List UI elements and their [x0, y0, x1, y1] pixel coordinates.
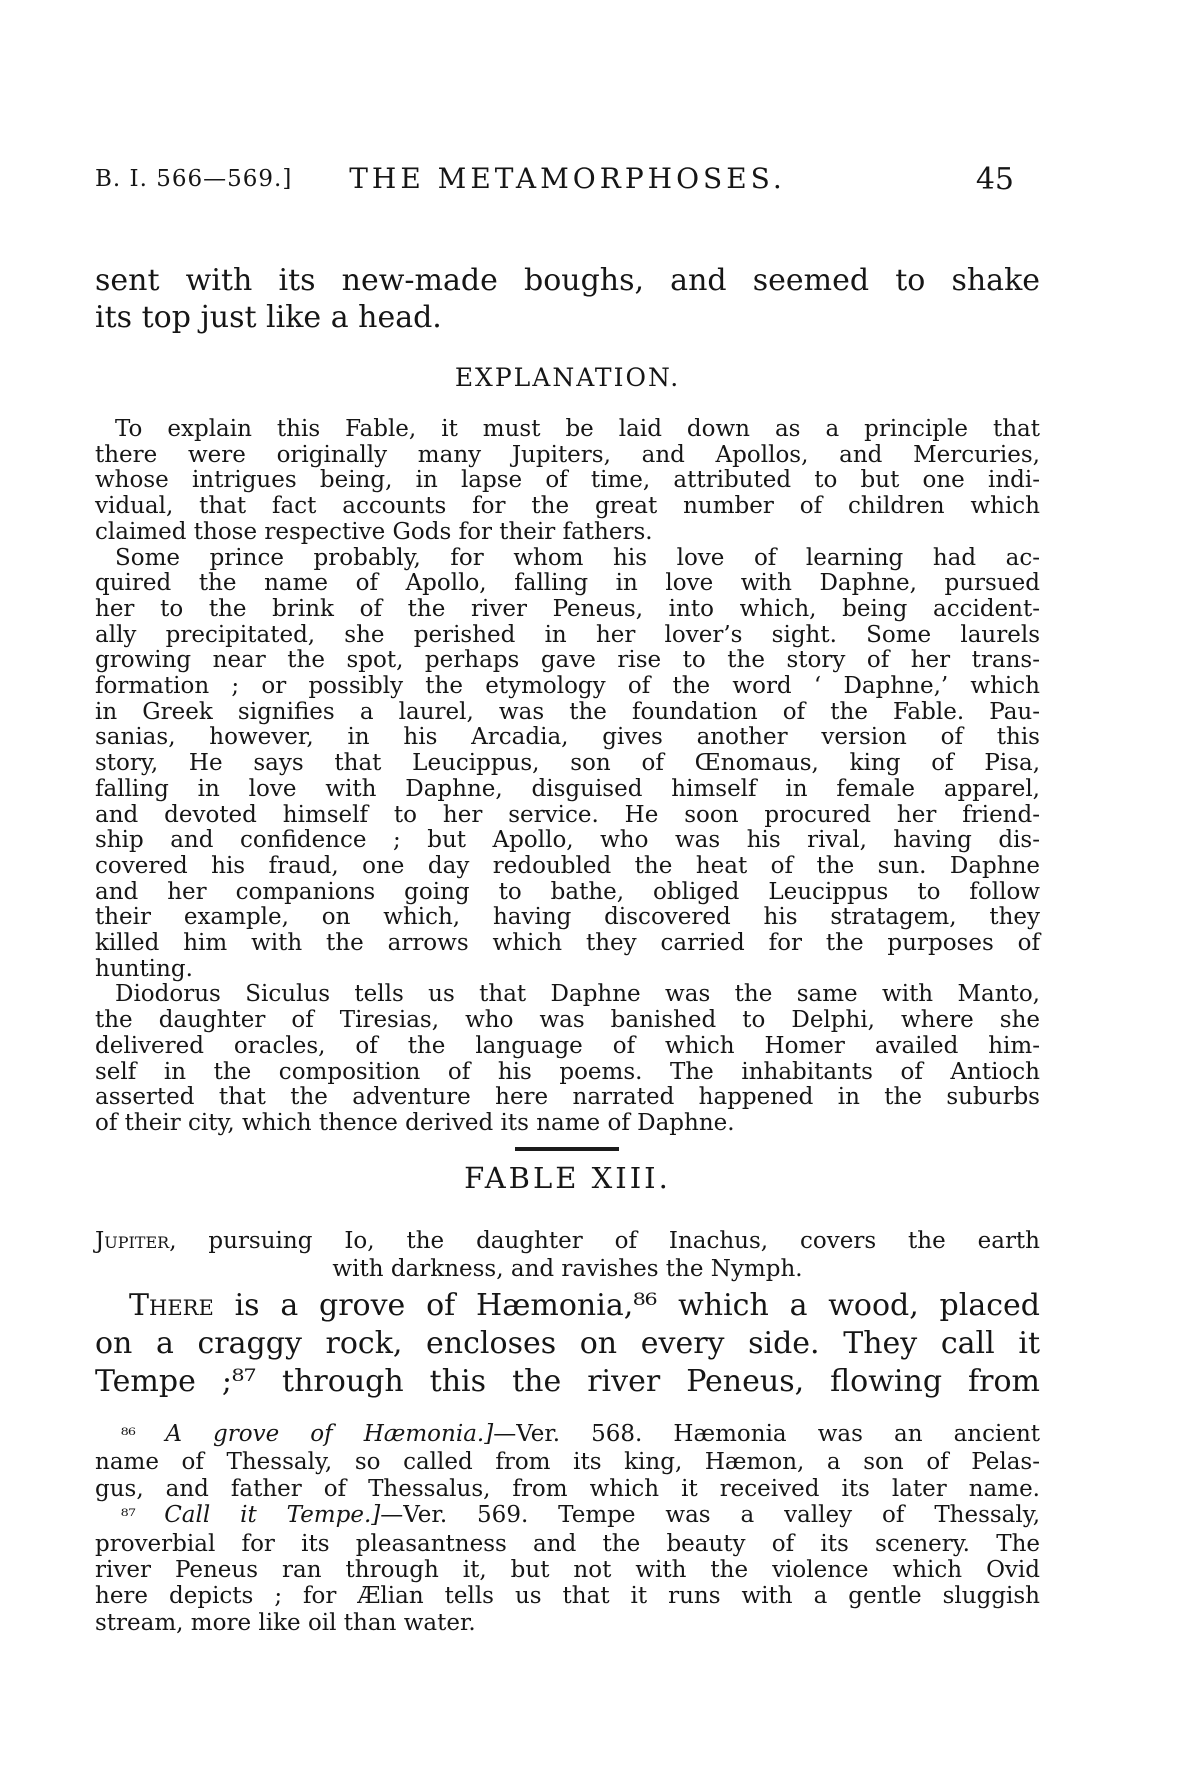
- section-divider-rule: [515, 1147, 619, 1151]
- fable-argument-line: with darkness, and ravishes the Nymph.: [332, 1256, 803, 1282]
- footnote-marker: ⁸⁶: [121, 1425, 136, 1446]
- text-line: formation ; or possibly the etymology of the word ‘ Daphne,’ which: [95, 673, 1040, 700]
- fable-argument-line: [95, 1227, 1040, 1255]
- explanation-paragraph: [95, 982, 1040, 1136]
- text-line: killed him with the arrows which they carried for the purposes of: [95, 930, 1040, 957]
- argument-line-rest: pursuing Io, the daughter of Inachus, covers the earth: [176, 1228, 1040, 1254]
- text-line: the daughter of Tiresias, who was banished to Delphi, where she: [95, 1007, 1040, 1034]
- explanation-heading: EXPLANATION.: [454, 363, 681, 392]
- text-line: its top just like a head.: [95, 300, 442, 335]
- text-line: ally precipitated, she perished in her lover’s sight. Some laurels: [95, 621, 1040, 648]
- text-line: story, He says that Leucippus, son of Œnomaus, king of Pisa,: [95, 750, 1040, 777]
- text-line: Some prince probably, for whom his love of learning had ac-: [115, 544, 1040, 571]
- footnote-marker: ⁸⁷: [121, 1506, 136, 1528]
- text-line: whose intrigues being, in lapse of time, attributed to but one indi-: [95, 467, 1040, 494]
- footnote-87: [95, 1502, 1040, 1636]
- text-line: falling in love with Daphne, disguised himself in female apparel,: [95, 775, 1040, 802]
- text-line: of their city, which thence derived its name of Daphne.: [95, 1109, 735, 1136]
- text-line: name of Thessaly, so called from its king, Hæmon, a son of Pelas-: [95, 1449, 1040, 1476]
- text-line: sanias, however, in his Arcadia, gives another version of this: [95, 724, 1040, 751]
- fable-argument: [95, 1227, 1040, 1283]
- text-line: delivered oracles, of the language of which Homer availed him-: [95, 1032, 1040, 1059]
- text-line: hunting.: [95, 955, 193, 982]
- text-line: To explain this Fable, it must be laid down as a principle that: [115, 416, 1040, 442]
- text-line: proverbial for its pleasantness and the beauty of its scenery. The: [95, 1530, 1040, 1557]
- running-head: [95, 160, 1040, 202]
- explanation-paragraph: [95, 417, 1040, 546]
- footnote-lemma: A grove of Hæmonia.]: [165, 1421, 494, 1447]
- text-line: Tempe ;⁸⁷ through this the river Peneus, flowing from: [95, 1364, 1040, 1399]
- text-line: and her companions going to bathe, obliged Leucippus to follow: [95, 878, 1040, 905]
- footnote-first-line: [95, 1502, 1040, 1530]
- text-line: gus, and father of Thessalus, from which it received its later name.: [95, 1475, 1040, 1502]
- text-line: there were originally many Jupiters, and Apollos, and Mercuries,: [95, 441, 1040, 468]
- text-line: her to the brink of the river Peneus, into which, being accident-: [95, 595, 1040, 622]
- book-line-reference: B. I. 566—569.]: [95, 166, 293, 192]
- text-line: in Greek signifies a laurel, was the foundation of the Fable. Pau-: [95, 698, 1040, 725]
- text-line: asserted that the adventure here narrated happened in the suburbs: [95, 1084, 1040, 1111]
- explanation-paragraph: [95, 546, 1040, 983]
- text-line: growing near the spot, perhaps gave rise to the story of her trans-: [95, 647, 1040, 674]
- text-line: covered his fraud, one day redoubled the heat of the sun. Daphne: [95, 852, 1040, 879]
- fable-opening-continuation: [95, 1325, 1040, 1401]
- running-title: THE METAMORPHOSES.: [349, 162, 786, 195]
- text-line: quired the name of Apollo, falling in love with Daphne, pursued: [95, 570, 1040, 597]
- footnote-86: [95, 1421, 1040, 1502]
- text-line: river Peneus ran through it, but not with the violence which Ovid: [95, 1557, 1040, 1584]
- footnote-first-line: [95, 1421, 1040, 1449]
- text-line: sent with its new-made boughs, and seemed to shake: [95, 263, 1040, 298]
- argument-lead-word: Jupiter,: [95, 1228, 177, 1254]
- text-line: claimed those respective Gods for their fathers.: [95, 518, 653, 545]
- text-line: their example, on which, having discovered his stratagem, they: [95, 904, 1040, 931]
- footnote-text: —Ver. 569. Tempe was a valley of Thessaly,: [380, 1502, 1041, 1529]
- footnote-continuation: [95, 1531, 1040, 1637]
- opening-line-rest: is a grove of Hæmonia,⁸⁶ which a wood, placed: [213, 1288, 1040, 1323]
- page-number: 45: [975, 162, 1014, 197]
- footnote-continuation: [95, 1449, 1040, 1502]
- explanation-body: [95, 417, 1040, 1137]
- fable-opening-line: [95, 1287, 1040, 1325]
- opening-lead-word: There: [129, 1288, 214, 1323]
- text-line: ship and confidence ; but Apollo, who was his rival, having dis-: [95, 827, 1040, 854]
- text-line: on a craggy rock, encloses on every side. They call it: [95, 1326, 1040, 1361]
- text-line: and devoted himself to her service. He soon procured her friend-: [95, 801, 1040, 828]
- text-line: self in the composition of his poems. The inhabitants of Antioch: [95, 1058, 1040, 1085]
- footnote-lemma: Call it Tempe.]: [164, 1502, 381, 1529]
- footnotes: [95, 1421, 1040, 1636]
- text-line: vidual, that fact accounts for the great number of children which: [95, 493, 1040, 520]
- continuation-paragraph: [95, 262, 1040, 336]
- text-line: stream, more like oil than water.: [95, 1609, 476, 1636]
- fable-opening-text: [95, 1287, 1040, 1401]
- footnote-text: —Ver. 568. Hæmonia was an ancient: [493, 1421, 1040, 1447]
- fable-heading: FABLE XIII.: [464, 1161, 671, 1195]
- text-line: Diodorus Siculus tells us that Daphne was the same with Manto,: [115, 981, 1040, 1008]
- text-line: here depicts ; for Ælian tells us that it runs with a gentle sluggish: [95, 1583, 1040, 1610]
